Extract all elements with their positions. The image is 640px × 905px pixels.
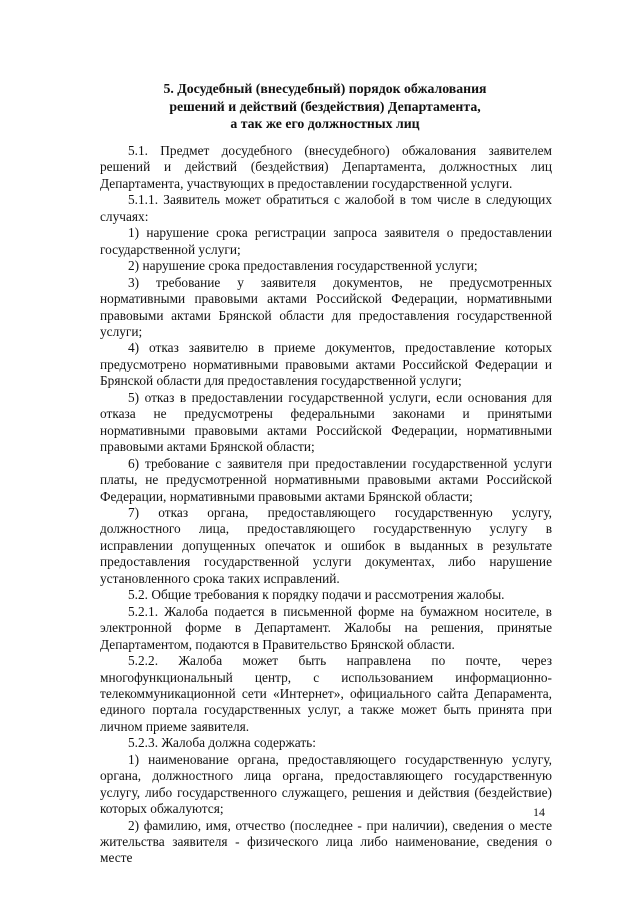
section-heading (100, 80, 550, 133)
list-item-3: 3) требование у заявителя документов, не предусмотренных нормативными правовыми актами Российской Федерации, нормативными правовыми актами Брянской области для предоставления государственной услуги; (100, 274, 552, 339)
heading-line-2: решений и действий (бездействия) Департамента, (169, 98, 481, 114)
page-number: 14 (533, 805, 545, 819)
list-item-4: 4) отказ заявителю в приеме документов, предоставление которых предусмотрено нормативными правовыми актами Российской Федерации и Брянской области для предоставления государственной услуги; (100, 340, 552, 389)
document-body (100, 143, 552, 867)
content-item-2: 2) фамилию, имя, отчество (последнее - при наличии), сведения о месте жительства заявителя - физического лица либо наименование, сведения о месте (100, 817, 552, 866)
heading-line-1: 5. Досудебный (внесудебный) порядок обжалования (163, 81, 487, 96)
content-item-1: 1) наименование органа, предоставляющего государственную услугу, органа, должностного лица органа, предоставляющего государственную услугу, либо государственного служащего, решения и действия (бездействие) которых обжалуются; (100, 751, 552, 817)
paragraph-5-1-1: 5.1.1. Заявитель может обратиться с жалобой в том числе в следующих случаях: (100, 192, 552, 224)
heading-line-3: а так же его должностных лиц (230, 116, 420, 131)
list-item-6: 6) требование с заявителя при предоставлении государственной услуги платы, не предусмотренной нормативными правовыми актами Российской Федерации, нормативными правовыми актами Брянской области; (100, 455, 552, 504)
paragraph-5-2-1: 5.2.1. Жалоба подается в письменной форме на бумажном носителе, в электронной форме в Департамент. Жалобы на решения, принятые Департаментом, подаются в Правительство Брянской области. (100, 603, 552, 652)
paragraph-5-2-2: 5.2.2. Жалоба может быть направлена по почте, через многофункциональный центр, с использованием информационно-телекоммуникационной сети «Интернет», официального сайта Депараментa, единого портала государственных услуг, а также может быть принята при личном приеме заявителя. (100, 653, 552, 734)
paragraph-5-2-3: 5.2.3. Жалоба должна содержать: (128, 735, 316, 751)
paragraph-5-1: 5.1. Предмет досудебного (внесудебного) обжалования заявителем решений и действий (бездействия) Департамента, должностных лиц Департамента, участвующих в предоставлении государственной услуги. (100, 143, 552, 191)
list-item-2: 2) нарушение срока предоставления государственной услуги; (128, 258, 478, 274)
list-item-1: 1) нарушение срока регистрации запроса заявителя о предоставлении государственной услуги; (100, 225, 552, 257)
paragraph-5-2: 5.2. Общие требования к порядку подачи и рассмотрения жалобы. (128, 587, 505, 603)
list-item-7: 7) отказ органа, предоставляющего государственную услугу, должностного лица, предоставляющего государственную услугу в исправлении допущенных опечаток и ошибок в выданных в результате предоставления государственной услуги документах, либо нарушение установленного срока таких исправлений. (100, 504, 552, 586)
list-item-5: 5) отказ в предоставлении государственной услуги, если основания для отказа не предусмотрены федеральными законами и принятыми нормативными правовыми актами Российской Федерации, нормативными правовыми актами Брянской области; (100, 389, 552, 455)
